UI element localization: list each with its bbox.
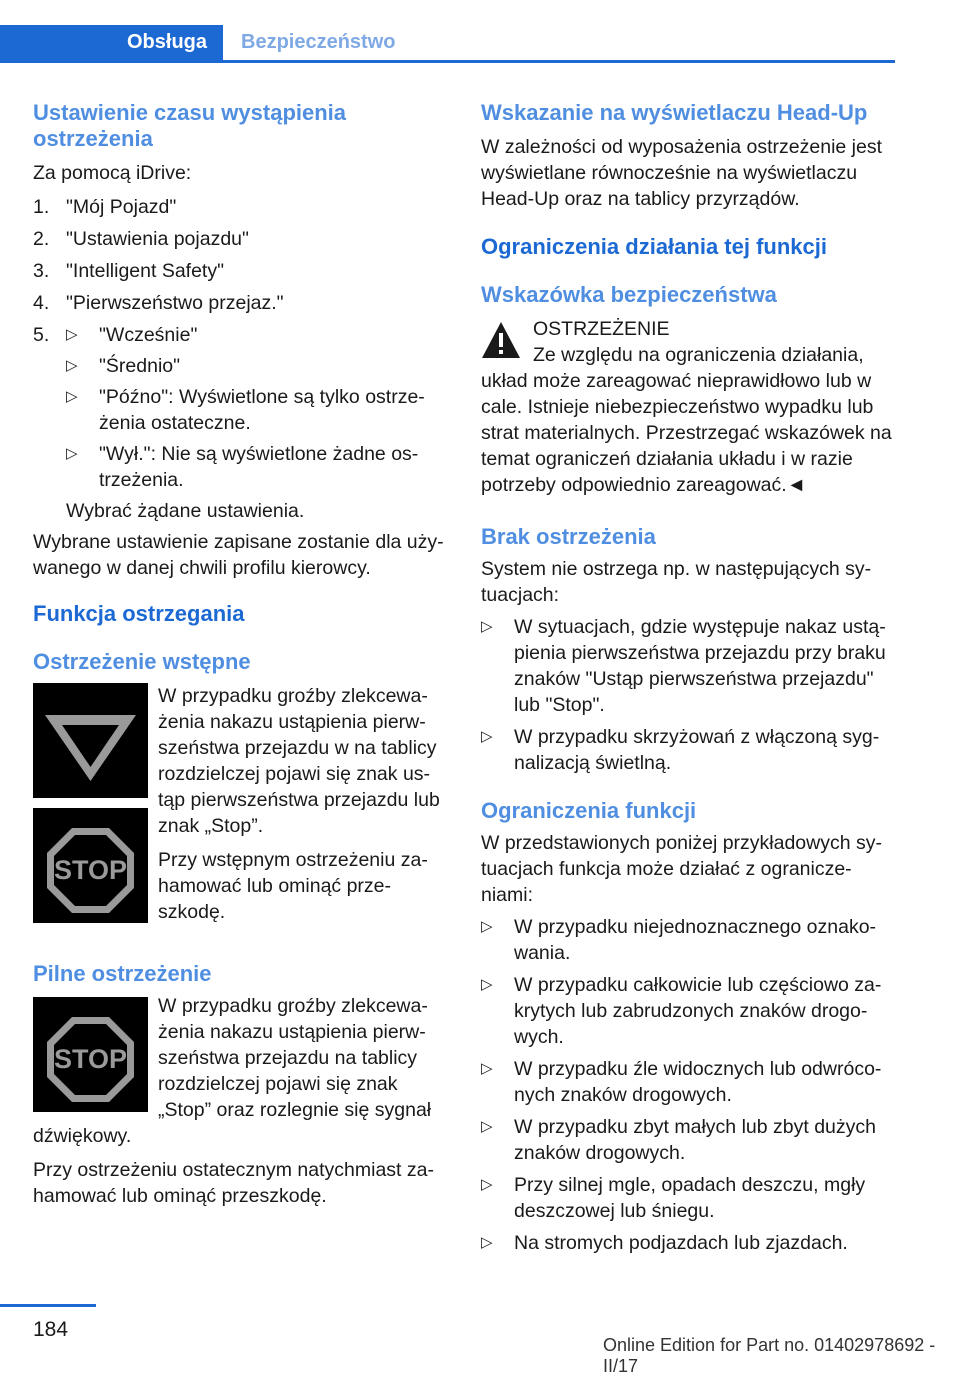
warning-box bbox=[481, 316, 893, 498]
pre-warning-text: W przypadku groźby zlekcewa- żenia nakazu ustąpienia pierw- szeństwa przejazdu w na tablicy rozdzielczej pojawi się znak us- tąp pierwszeństwa przejazdu lub znak „Stop”. bbox=[158, 685, 440, 837]
list-item bbox=[481, 1230, 893, 1256]
list-item-text: W przypadku źle widocznych lub odwróco- nych znaków drogowych. bbox=[514, 1058, 882, 1106]
step-number: 4. bbox=[33, 292, 50, 314]
footer-rule bbox=[0, 1304, 96, 1307]
final-warning-text: Przy ostrzeżeniu ostatecznym natychmiast za- hamować lub ominąć przeszkodę. bbox=[33, 1159, 434, 1207]
triangle-right-icon: ▷ bbox=[481, 618, 493, 635]
select-note: Wybrać żądane ustawienia. bbox=[66, 500, 305, 522]
urgent-warning-block bbox=[33, 993, 451, 1209]
limits-intro: W przedstawionych poniżej przykładowych sy- tuacjach funkcja może działać z ogranicze- niami: bbox=[481, 832, 882, 906]
list-item-text: W przypadku niejednoznacznego oznako- wania. bbox=[514, 916, 877, 964]
list-item bbox=[481, 614, 893, 718]
step-number: 1. bbox=[33, 196, 50, 218]
yield-sign-icon bbox=[33, 683, 148, 798]
triangle-right-icon: ▷ bbox=[481, 1176, 493, 1193]
triangle-right-icon: ▷ bbox=[66, 388, 78, 405]
edition-note: Online Edition for Part no. 01402978692 - II/17 bbox=[603, 1335, 936, 1376]
step-number: 2. bbox=[33, 228, 50, 250]
step-number: 3. bbox=[33, 260, 50, 282]
list-item-text: Przy silnej mgle, opadach deszczu, mgły deszczowej lub śniegu. bbox=[514, 1174, 866, 1222]
step-item bbox=[33, 322, 451, 524]
subheading-no-warning: Brak ostrzeżenia bbox=[481, 524, 656, 549]
timing-option bbox=[66, 322, 451, 348]
settings-steps bbox=[33, 194, 451, 524]
section-heading-limits: Ograniczenia działania tej funkcji bbox=[481, 234, 827, 259]
subheading-urgent-warning: Pilne ostrzeżenie bbox=[33, 961, 212, 986]
no-warning-intro: System nie ostrzega np. w następujących sy- tuacjach: bbox=[481, 558, 872, 606]
no-warning-list bbox=[481, 614, 893, 776]
triangle-right-icon: ▷ bbox=[481, 728, 493, 745]
timing-option bbox=[66, 441, 451, 493]
list-item-text: W przypadku skrzyżowań z włączoną syg- nalizacją świetlną. bbox=[514, 726, 880, 774]
warning-triangle-icon bbox=[481, 320, 521, 360]
triangle-right-icon: ▷ bbox=[481, 1060, 493, 1077]
page-number: 184 bbox=[33, 1318, 69, 1341]
step-item bbox=[33, 290, 451, 316]
timing-option bbox=[66, 384, 451, 436]
timing-options bbox=[66, 322, 451, 493]
subheading-pre-warning: Ostrzeżenie wstępne bbox=[33, 649, 251, 674]
step-item bbox=[33, 194, 451, 220]
sign-images bbox=[33, 683, 148, 931]
option-text: "Wył.": Nie są wyświetlone żadne os- trzeżenia. bbox=[99, 443, 419, 491]
timing-option bbox=[66, 353, 451, 379]
step-text: "Intelligent Safety" bbox=[66, 260, 225, 282]
list-item bbox=[481, 1172, 893, 1224]
head-up-text: W zależności od wyposażenia ostrzeżenie jest wyświetlane równocześnie na wyświetlaczu Head-Up oraz na tablicy przyrządów. bbox=[481, 136, 883, 210]
option-text: "Średnio" bbox=[99, 355, 181, 377]
triangle-right-icon: ▷ bbox=[481, 1118, 493, 1135]
list-item bbox=[481, 1114, 893, 1166]
option-text: "Wcześnie" bbox=[99, 324, 198, 346]
header-rule bbox=[0, 60, 895, 63]
warning-title: OSTRZEŻENIE bbox=[533, 318, 670, 340]
list-item bbox=[481, 724, 893, 776]
step-number: 5. bbox=[33, 324, 50, 346]
list-item bbox=[481, 914, 893, 966]
list-item-text: W przypadku zbyt małych lub zbyt dużych znaków drogowych. bbox=[514, 1116, 876, 1164]
triangle-right-icon: ▷ bbox=[481, 976, 493, 993]
right-column bbox=[481, 100, 893, 1262]
stop-sign-icon bbox=[33, 808, 148, 923]
pre-warning-action: Przy wstępnym ostrzeżeniu za- hamować lub ominąć prze- szkodę. bbox=[158, 849, 428, 923]
list-item bbox=[481, 1056, 893, 1108]
limits-list bbox=[481, 914, 893, 1256]
stop-label: STOP bbox=[53, 1044, 128, 1074]
triangle-right-icon: ▷ bbox=[66, 326, 78, 343]
left-column bbox=[33, 100, 451, 1209]
tab-bezpieczenstwo[interactable]: Bezpieczeństwo bbox=[241, 31, 396, 53]
pre-warning-block bbox=[33, 683, 451, 931]
stop-sign-icon bbox=[33, 997, 148, 1112]
subheading-head-up: Wskazanie na wyświetlaczu Head-Up bbox=[481, 100, 868, 125]
list-item bbox=[481, 972, 893, 1050]
section-heading-warning-time: Ustawienie czasu wystąpienia ostrzeżenia bbox=[33, 100, 347, 151]
section-heading-warning-function: Funkcja ostrzegania bbox=[33, 601, 245, 626]
idrive-intro: Za pomocą iDrive: bbox=[33, 162, 192, 184]
header-bar bbox=[0, 0, 895, 64]
warning-text: Ze względu na ograniczenia działania, układ może zareagować nieprawidłowo lub w cale. Istnieje niebezpieczeństwo wypadku lub strat materialnych. Przestrzegać wskazówek na temat ograniczeń działania układu i w razie potrzeby odpowiednio zareagować.◄ bbox=[481, 344, 892, 496]
triangle-right-icon: ▷ bbox=[66, 445, 78, 462]
step-text: "Pierwszeństwo przejaz." bbox=[66, 292, 284, 314]
urgent-warning-text: W przypadku groźby zlekcewa- żenia nakazu ustąpienia pierw- szeństwa przejazdu na tablicy rozdzielczej pojawi się znak „Stop” oraz rozlegnie się sygnał dźwiękowy. bbox=[33, 995, 432, 1147]
list-item-text: W sytuacjach, gdzie występuje nakaz ustą- pienia pierwszeństwa przejazdu przy braku znaków "Ustąp pierwszeństwa przejazdu" lub "Stop". bbox=[514, 616, 886, 716]
triangle-right-icon: ▷ bbox=[66, 357, 78, 374]
step-item bbox=[33, 226, 451, 252]
tab-obsluga[interactable]: Obsługa bbox=[0, 25, 223, 60]
stop-label: STOP bbox=[53, 855, 128, 885]
step-text: "Mój Pojazd" bbox=[66, 196, 177, 218]
option-text: "Późno": Wyświetlone są tylko ostrze- żenia ostateczne. bbox=[99, 386, 425, 434]
list-item-text: Na stromych podjazdach lub zjazdach. bbox=[514, 1232, 848, 1254]
list-item-text: W przypadku całkowicie lub częściowo za- krytych lub zabrudzonych znaków drogo- wych. bbox=[514, 974, 882, 1048]
subheading-function-limits: Ograniczenia funkcji bbox=[481, 798, 697, 823]
triangle-right-icon: ▷ bbox=[481, 1234, 493, 1251]
subheading-safety-note: Wskazówka bezpieczeństwa bbox=[481, 282, 777, 307]
saved-note: Wybrane ustawienie zapisane zostanie dla uży- wanego w danej chwili profilu kierowcy. bbox=[33, 531, 444, 579]
step-text: "Ustawienia pojazdu" bbox=[66, 228, 249, 250]
step-item bbox=[33, 258, 451, 284]
triangle-right-icon: ▷ bbox=[481, 918, 493, 935]
